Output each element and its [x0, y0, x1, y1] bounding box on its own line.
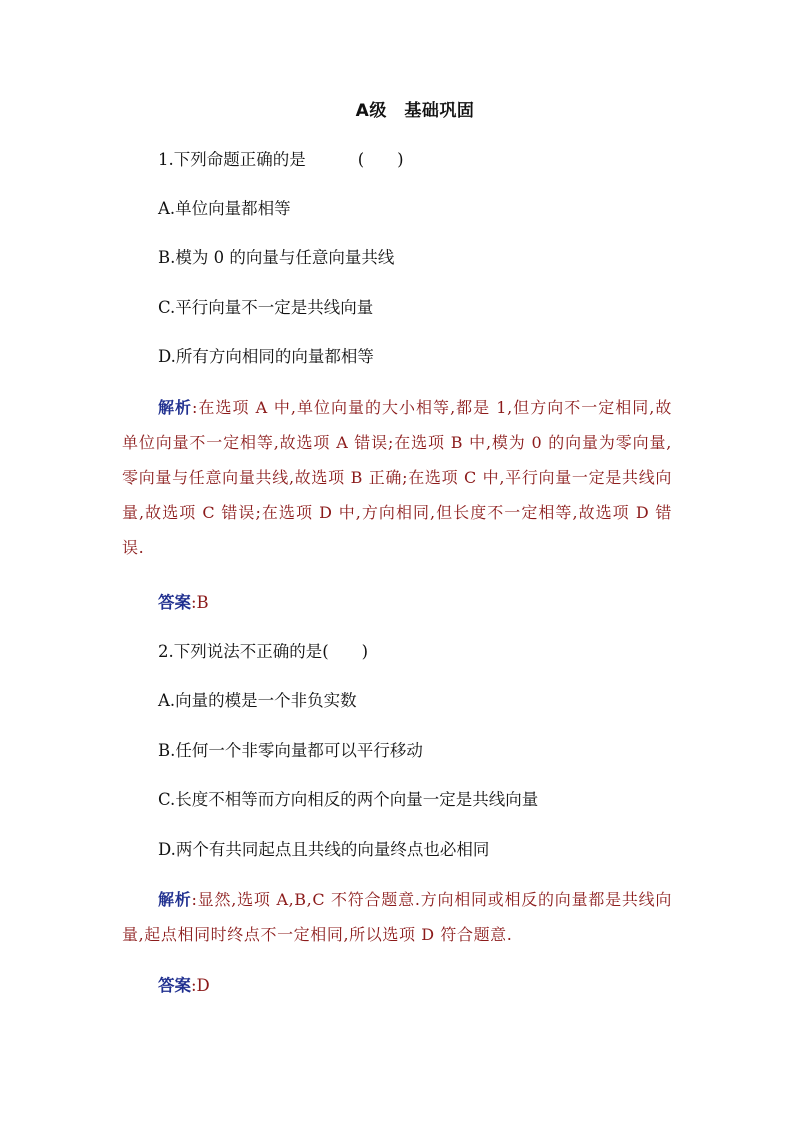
- analysis-label: 解析: [158, 890, 192, 909]
- question-1-option-c: C.平行向量不一定是共线向量: [158, 298, 374, 317]
- question-1-option-d: D.所有方向相同的向量都相等: [158, 347, 374, 366]
- analysis-label: 解析: [158, 398, 193, 417]
- analysis-text: :显然,选项 A,B,C 不符合题意.方向相同或相反的向量都是共线向量,起点相同时终点不一定相同,所以选项 D 符合题意.: [122, 890, 672, 944]
- question-2-answer: [158, 974, 210, 998]
- question-1-analysis: [122, 390, 672, 565]
- question-2-option-c: C.长度不相等而方向相反的两个向量一定是共线向量: [158, 790, 539, 809]
- question-1-stem: [158, 148, 404, 172]
- question-1-answer: [158, 591, 209, 615]
- answer-value: :B: [191, 593, 209, 612]
- question-1-option-b: B.模为 0 的向量与任意向量共线: [158, 248, 395, 267]
- question-2-option-d: D.两个有共同起点且共线的向量终点也必相同: [158, 840, 490, 859]
- question-1-paren: ( ): [357, 150, 404, 169]
- analysis-text: :在选项 A 中,单位向量的大小相等,都是 1,但方向不一定相同,故单位向量不一定相等,故选项 A 错误;在选项 B 中,模为 0 的向量为零向量,零向量与任意向量共线,故选项 B 正确;在选项 C 中,平行向量一定是共线向量,故选项 C 错误;在选项 D 中,方向相同,但长度不一定相等,故选项 D 错误.: [122, 398, 672, 557]
- question-2-option-b: B.任何一个非零向量都可以平行移动: [158, 741, 423, 760]
- answer-label: 答案: [158, 593, 191, 612]
- section-title: A级 基础巩固: [355, 101, 475, 121]
- answer-value: :D: [191, 976, 210, 995]
- question-1-text: 1.下列命题正确的是: [158, 150, 306, 169]
- answer-label: 答案: [158, 976, 191, 995]
- question-2-option-a: A.向量的模是一个非负实数: [158, 691, 357, 710]
- question-1-option-a: A.单位向量都相等: [158, 199, 291, 218]
- question-2-analysis: [122, 882, 672, 952]
- question-2-stem: 2.下列说法不正确的是( ): [158, 642, 369, 661]
